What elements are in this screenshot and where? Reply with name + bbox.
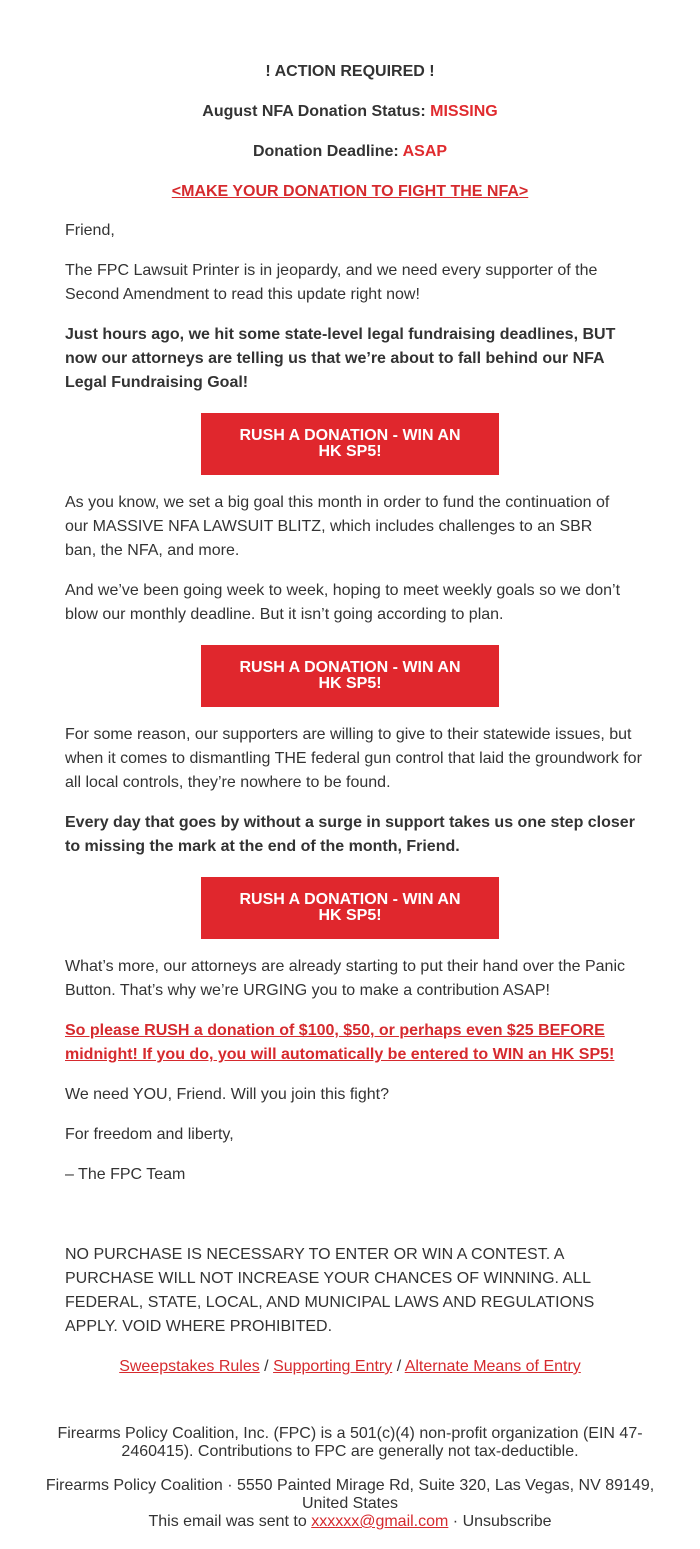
donation-deadline-line <box>0 142 700 162</box>
link-separator: / <box>392 1358 405 1375</box>
paragraph-jeopardy: The FPC Lawsuit Printer is in jeopardy, and we need every supporter of the Second Amendment to read this update right now! <box>65 262 598 303</box>
status-value: MISSING <box>430 103 498 120</box>
paragraph-big-goal: As you know, we set a big goal this month in order to fund the continuation of our MASSIVE NFA LAWSUIT BLITZ, which includes challenges to an SBR ban, the NFA, and more. <box>65 494 610 559</box>
top-donate-link[interactable]: <MAKE YOUR DONATION TO FIGHT THE NFA> <box>171 183 529 200</box>
signature: – The FPC Team <box>65 1166 186 1183</box>
donate-button-1[interactable]: RUSH A DONATION - WIN AN HK SP5! <box>201 413 499 475</box>
org-address: Firearms Policy Coalition · 5550 Painted Mirage Rd, Suite 320, Las Vegas, NV 89149, United States <box>45 1477 655 1512</box>
paragraph-every-day-bold: Every day that goes by without a surge in support takes us one step closer to missing the mark at the end of the month, Friend. <box>65 814 635 855</box>
sent-to-line <box>40 1513 660 1531</box>
rush-donation-link[interactable]: So please RUSH a donation of $100, $50, or perhaps even $25 BEFORE midnight! If you do, you will automatically be entered to WIN an HK SP5! <box>65 1022 615 1063</box>
top-donate-link-line <box>0 182 700 202</box>
action-required-text: ! ACTION REQUIRED ! <box>265 63 435 80</box>
deadline-label: Donation Deadline: <box>252 143 403 160</box>
donate-button-2[interactable]: RUSH A DONATION - WIN AN HK SP5! <box>201 645 499 707</box>
paragraph-need-you: We need YOU, Friend. Will you join this fight? <box>65 1086 389 1103</box>
status-label: August NFA Donation Status: <box>202 103 431 120</box>
deadline-value: ASAP <box>402 143 448 160</box>
sweepstakes-rules-link[interactable]: Sweepstakes Rules <box>119 1358 260 1375</box>
donate-button-3[interactable]: RUSH A DONATION - WIN AN HK SP5! <box>201 877 499 939</box>
paragraph-deadlines-bold: Just hours ago, we hit some state-level legal fundraising deadlines, BUT now our attorneys are telling us that we’re about to fall behind our NFA Legal Fundraising Goal! <box>65 326 616 391</box>
unsubscribe-link[interactable]: Unsubscribe <box>462 1513 552 1530</box>
dot-separator: · <box>448 1513 463 1530</box>
paragraph-supporters: For some reason, our supporters are willing to give to their statewide issues, but when it comes to dismantling THE federal gun control that laid the groundwork for all local controls, they’re nowhere to be found. <box>65 726 642 791</box>
org-info: Firearms Policy Coalition, Inc. (FPC) is a 501(c)(4) non-profit organization (EIN 47-2460415). Contributions to FPC are generally not tax-deductible. <box>57 1425 643 1460</box>
paragraph-panic-button: What’s more, our attorneys are already starting to put their hand over the Panic Button. That’s why we’re URGING you to make a contribution ASAP! <box>65 958 625 999</box>
sent-to-prefix: This email was sent to <box>148 1513 312 1530</box>
action-required-heading <box>0 62 700 82</box>
alternate-entry-link[interactable]: Alternate Means of Entry <box>404 1358 581 1375</box>
link-separator: / <box>259 1358 274 1375</box>
paragraph-week-to-week: And we’ve been going week to week, hoping to meet weekly goals so we don’t blow our monthly deadline. But it isn’t going according to plan. <box>65 582 621 623</box>
recipient-email-link[interactable]: xxxxxx@gmail.com <box>311 1513 449 1530</box>
sweepstakes-disclaimer: NO PURCHASE IS NECESSARY TO ENTER OR WIN A CONTEST. A PURCHASE WILL NOT INCREASE YOUR CHANCES OF WINNING. ALL FEDERAL, STATE, LOCAL, AND MUNICIPAL LAWS AND REGULATIONS APPLY. VOID WHERE PROHIBITED. <box>65 1246 595 1335</box>
closing-line: For freedom and liberty, <box>65 1126 234 1143</box>
donation-status-line <box>0 102 700 122</box>
supporting-entry-link[interactable]: Supporting Entry <box>273 1358 393 1375</box>
greeting: Friend, <box>65 222 115 239</box>
sweepstakes-links <box>0 1357 700 1377</box>
